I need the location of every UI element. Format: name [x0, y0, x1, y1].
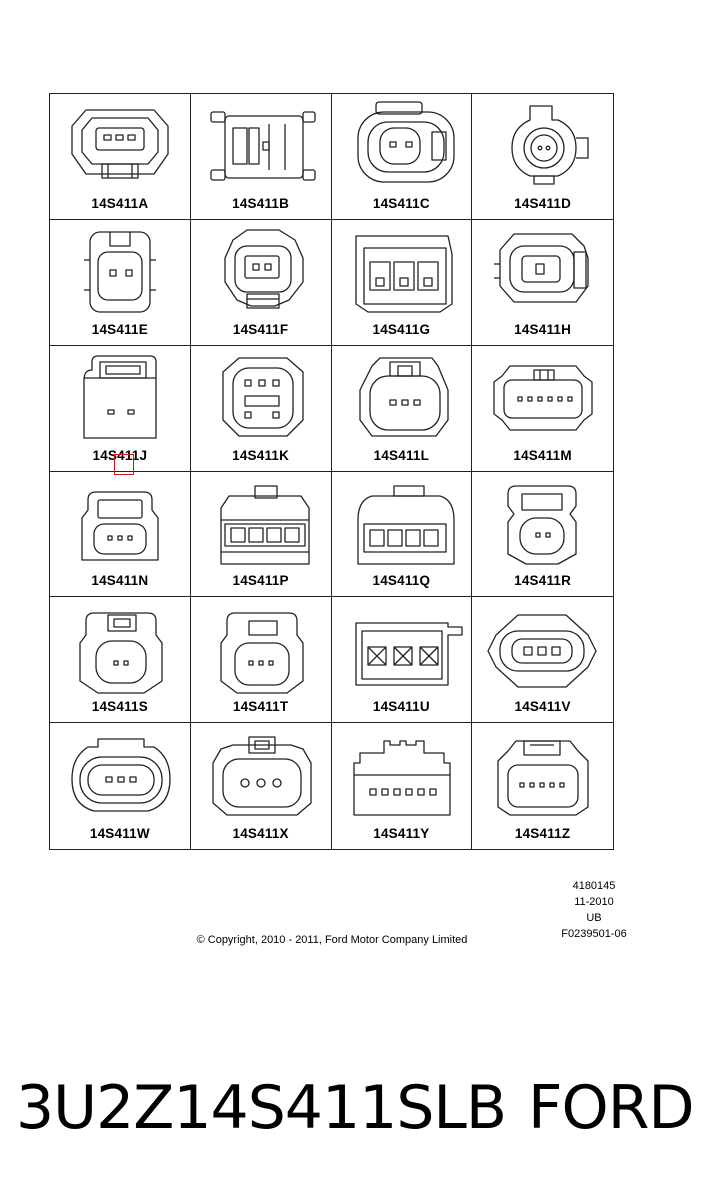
- connector-cell-q: [332, 472, 473, 598]
- connector-l-drawing: [340, 350, 464, 446]
- connector-cell-j: [50, 346, 191, 472]
- connector-t-drawing: [199, 601, 323, 697]
- connector-b-drawing: [199, 98, 323, 194]
- connector-label: 14S411J: [92, 447, 148, 463]
- copyright-notice: © Copyright, 2010 - 2011, Ford Motor Company Limited: [196, 934, 468, 946]
- connector-label: 14S411F: [232, 321, 289, 337]
- connector-label: 14S411E: [91, 321, 148, 337]
- connector-label: 14S411Z: [514, 826, 571, 841]
- part-number: 3U2Z14S411SLB: [16, 1073, 506, 1143]
- connector-v-drawing: [480, 601, 604, 697]
- connector-label: 14S411U: [372, 699, 430, 715]
- connector-a-drawing: [58, 98, 182, 194]
- connector-label: 14S411N: [91, 573, 149, 589]
- connector-h-drawing: [480, 224, 604, 320]
- connector-cell-h: [472, 220, 613, 346]
- connector-label: 14S411P: [232, 573, 289, 589]
- connector-label: 14S411W: [89, 826, 150, 841]
- connector-n-drawing: [58, 476, 182, 572]
- connector-cell-a: [50, 94, 191, 220]
- connector-cell-k: [191, 346, 332, 472]
- connector-label: 14S411D: [514, 195, 572, 211]
- connector-m-drawing: [480, 350, 604, 446]
- doc-code: 11-2010: [574, 896, 614, 908]
- connector-cell-z: [472, 723, 613, 849]
- connector-d-drawing: [480, 98, 604, 194]
- connector-label: 14S411C: [372, 195, 430, 211]
- connector-cell-x: [191, 723, 332, 849]
- connector-cell-r: [472, 472, 613, 598]
- doc-code: 4180145: [572, 880, 616, 892]
- connector-f-drawing: [199, 224, 323, 320]
- connector-cell-y: [332, 723, 473, 849]
- connector-label: 14S411H: [514, 321, 572, 337]
- connector-label: 14S411R: [514, 573, 572, 589]
- connector-z-drawing: [480, 727, 604, 823]
- doc-code: UB: [586, 912, 602, 924]
- connector-cell-e: [50, 220, 191, 346]
- connector-g-drawing: [340, 224, 464, 320]
- connector-cell-l: [332, 346, 473, 472]
- connector-label: 14S411X: [232, 826, 289, 841]
- connector-s-drawing: [58, 601, 182, 697]
- connector-cell-p: [191, 472, 332, 598]
- connector-label: 14S411Q: [372, 573, 431, 589]
- connector-label: 14S411S: [91, 699, 148, 715]
- connector-x-drawing: [199, 727, 323, 823]
- connector-w-drawing: [58, 727, 182, 823]
- connector-cell-s: [50, 597, 191, 723]
- connector-label: 14S411A: [91, 195, 149, 211]
- connector-label: 14S411B: [232, 195, 290, 211]
- highlight-marker: [114, 454, 134, 475]
- connector-cell-w: [50, 723, 191, 849]
- connector-label: 14S411G: [372, 321, 431, 337]
- connector-label: 14S411L: [373, 447, 430, 463]
- connector-label: 14S411Y: [373, 826, 430, 841]
- connector-r-drawing: [480, 476, 604, 572]
- connector-label: 14S411T: [232, 699, 289, 715]
- connector-cell-b: [191, 94, 332, 220]
- connector-cell-c: [332, 94, 473, 220]
- connector-c-drawing: [340, 98, 464, 194]
- connector-cell-g: [332, 220, 473, 346]
- document-codes: [552, 878, 636, 942]
- connector-label: 14S411M: [513, 447, 572, 463]
- connector-label: 14S411K: [232, 447, 290, 463]
- connector-j-drawing: [58, 350, 182, 446]
- connector-u-drawing: [340, 601, 464, 697]
- doc-code: F0239501-06: [561, 928, 627, 940]
- connector-cell-t: [191, 597, 332, 723]
- connector-k-drawing: [199, 350, 323, 446]
- connector-e-drawing: [58, 224, 182, 320]
- connector-p-drawing: [199, 476, 323, 572]
- connector-cell-f: [191, 220, 332, 346]
- connector-label: 14S411V: [514, 699, 571, 715]
- connector-cell-v: [472, 597, 613, 723]
- connector-cell-u: [332, 597, 473, 723]
- connector-q-drawing: [340, 476, 464, 572]
- connector-cell-d: [472, 94, 613, 220]
- connector-cell-m: [472, 346, 613, 472]
- connector-y-drawing: [340, 727, 464, 823]
- connector-cell-n: [50, 472, 191, 598]
- brand-name: FORD: [528, 1073, 694, 1143]
